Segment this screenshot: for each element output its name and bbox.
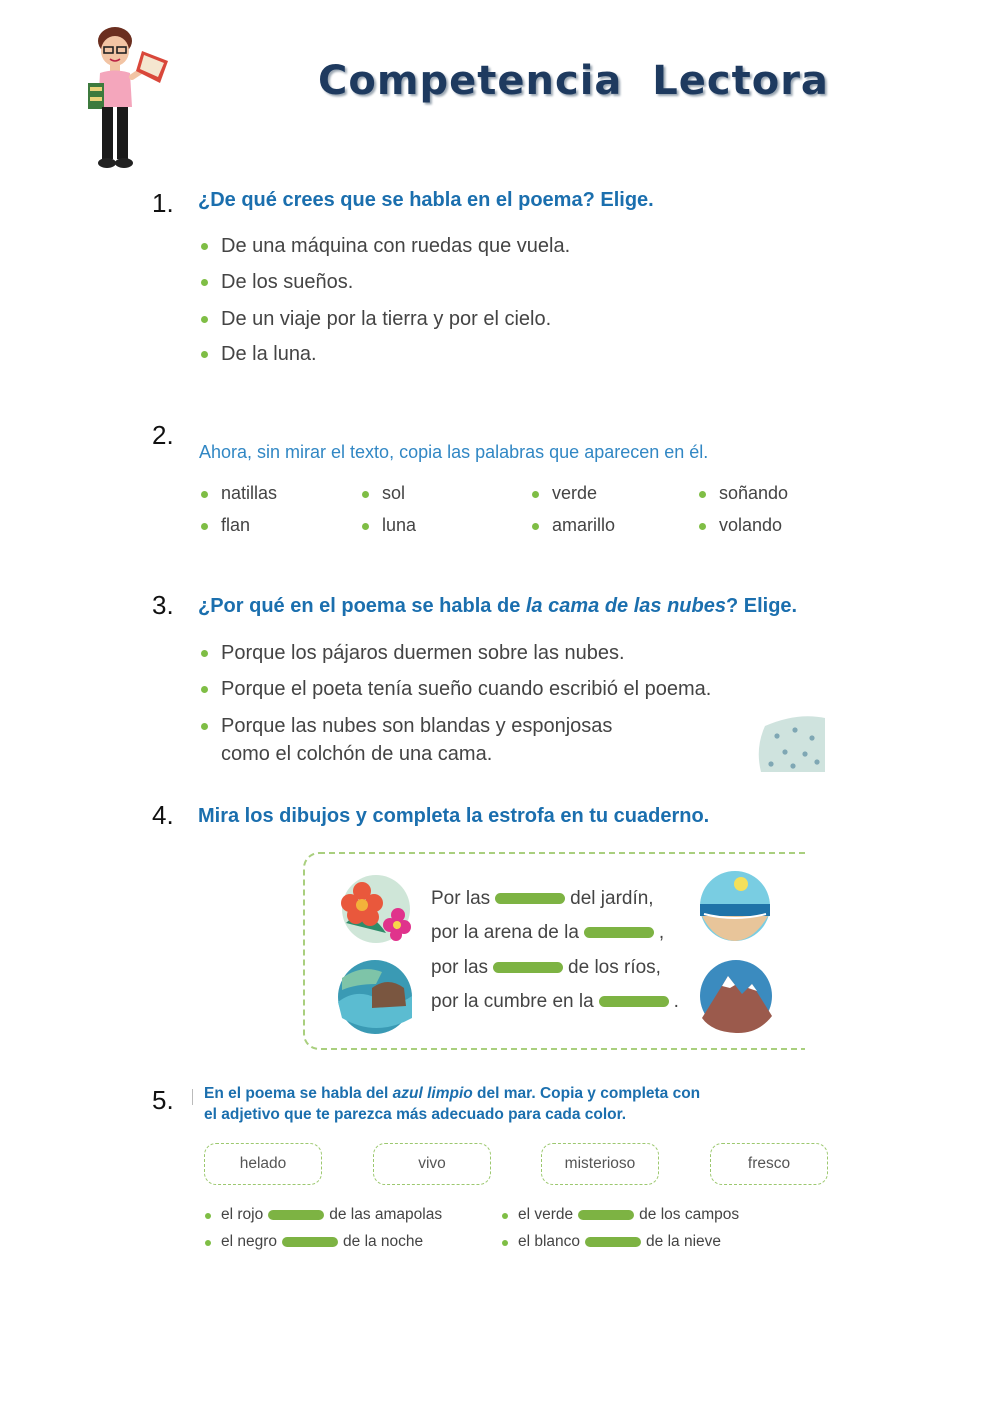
mountain-icon [698, 958, 774, 1034]
stanza-line-4: por la cumbre en la . [431, 991, 679, 1012]
blank-field[interactable] [493, 962, 563, 973]
stanza-line-3: por las de los ríos, [431, 957, 661, 978]
q1-option[interactable]: De un viaje por la tierra y por el cielo. [221, 308, 552, 330]
flowers-icon [336, 873, 416, 945]
q2-word[interactable]: amarillo [552, 515, 616, 535]
q2-word[interactable]: luna [382, 515, 417, 535]
blank-field[interactable] [599, 996, 669, 1007]
blank-field[interactable] [282, 1237, 338, 1247]
q5-phrase: el rojo de las amapolas [221, 1206, 443, 1223]
mattress-illustration [757, 714, 827, 772]
q2-word[interactable]: natillas [221, 483, 278, 503]
q2-word[interactable]: soñando [719, 483, 789, 503]
q5-phrase: el blanco de la nieve [518, 1233, 722, 1250]
blank-field[interactable] [584, 927, 654, 938]
q3-option-continued: como el colchón de una cama. [221, 743, 493, 765]
river-rocks-icon [336, 958, 414, 1036]
q4-prompt: Mira los dibujos y completa la estrofa en tu cuaderno. [198, 805, 710, 827]
q1-number: 1. [152, 188, 174, 218]
q2-number: 2. [152, 420, 174, 450]
stanza-line-1: Por las del jardín, [431, 888, 654, 909]
divider [192, 1089, 193, 1105]
q1-option[interactable]: De una máquina con ruedas que vuela. [221, 235, 571, 257]
q5-phrase: el verde de los campos [518, 1206, 740, 1223]
q3-number: 3. [152, 590, 174, 620]
q2-prompt: Ahora, sin mirar el texto, copia las palabras que aparecen en él. [199, 442, 709, 462]
word-box-fresco[interactable]: fresco [710, 1143, 828, 1185]
beach-icon [698, 870, 772, 942]
q3-option[interactable]: Porque los pájaros duermen sobre las nubes. [221, 642, 625, 664]
blank-field[interactable] [268, 1210, 324, 1220]
blank-field[interactable] [495, 893, 565, 904]
word-box-vivo[interactable]: vivo [373, 1143, 491, 1185]
blank-field[interactable] [578, 1210, 634, 1220]
word-box-misterioso[interactable]: misterioso [541, 1143, 659, 1185]
q5-prompt: En el poema se habla del azul limpio del mar. Copia y completa con el adjetivo que te parezca más adecuado para cada color. [204, 1085, 701, 1123]
q3-prompt: ¿Por qué en el poema se habla de la cama de las nubes? Elige. [198, 595, 798, 617]
q3-option[interactable]: Porque el poeta tenía sueño cuando escribió el poema. [221, 678, 712, 700]
q1-option[interactable]: De los sueños. [221, 271, 354, 293]
q4-number: 4. [152, 800, 174, 830]
q2-word[interactable]: sol [382, 483, 406, 503]
word-box-helado[interactable]: helado [204, 1143, 322, 1185]
q2-word[interactable]: flan [221, 515, 251, 535]
q3-option[interactable]: Porque las nubes son blandas y esponjosas [221, 715, 613, 737]
q5-number: 5. [152, 1085, 174, 1115]
q2-word[interactable]: volando [719, 515, 783, 535]
q1-option[interactable]: De la luna. [221, 343, 317, 365]
page-title: Competencia Lectora [318, 58, 829, 104]
q2-word[interactable]: verde [552, 483, 598, 503]
q5-phrase: el negro de la noche [221, 1233, 424, 1250]
teacher-avatar-illustration [80, 25, 185, 175]
stanza-line-2: por la arena de la , [431, 922, 665, 943]
q1-prompt: ¿De qué crees que se habla en el poema? Elige. [198, 189, 654, 211]
blank-field[interactable] [585, 1237, 641, 1247]
